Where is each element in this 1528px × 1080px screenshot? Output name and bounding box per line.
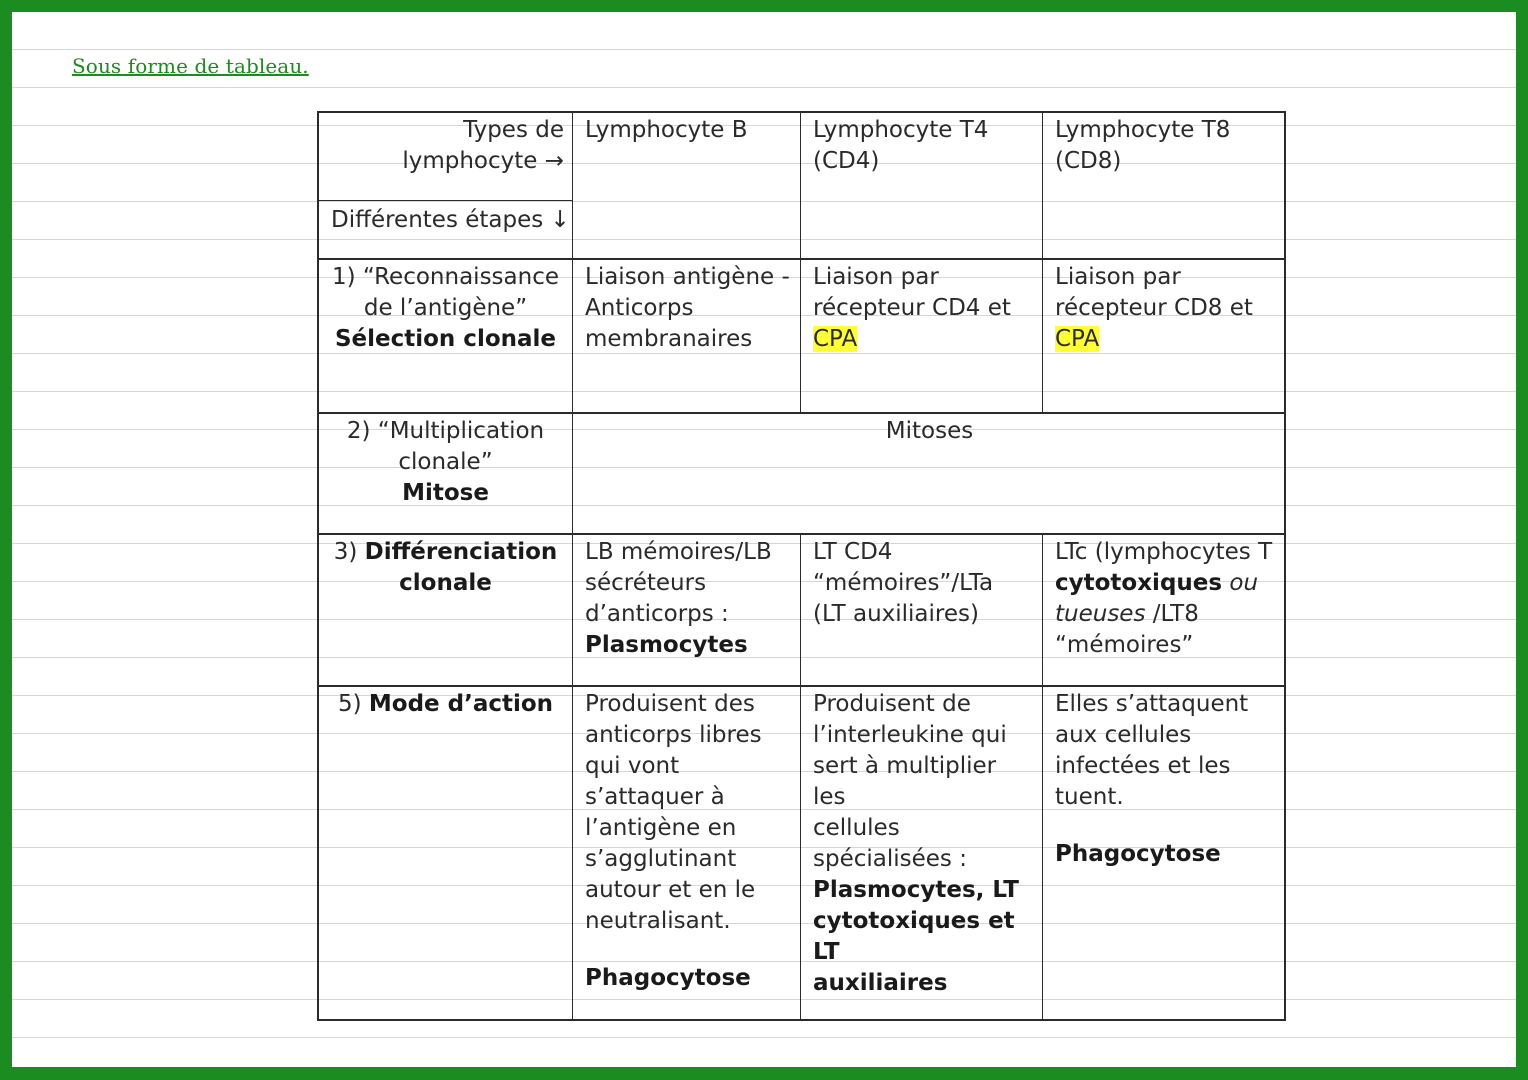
row-1-t4-line-2: récepteur CD4 et (813, 295, 1011, 321)
row-2-merged-cell (573, 414, 1284, 535)
row-3-t4-line-3: (LT auxiliaires) (813, 601, 979, 627)
header-lymphocyte-t4 (801, 113, 1043, 260)
row-3-t8-cell (1043, 535, 1284, 687)
row-5-lb-line: s’agglutinant (585, 846, 737, 872)
row-5-lb-line: qui vont (585, 753, 680, 779)
row-5-t4-line: Produisent de (813, 691, 971, 717)
row-5-t4-bold-line: cytotoxiques et LT (813, 908, 1015, 965)
row-5-t8-bold: Phagocytose (1055, 841, 1221, 867)
row-3-t8-italic: tueuses (1055, 601, 1146, 627)
row-3-t8-after: /LT8 (1145, 601, 1199, 627)
lymphocyte-table (317, 111, 1286, 1021)
row-3-label (319, 535, 573, 687)
row-1-t8-highlight: CPA (1055, 326, 1100, 352)
row-3-t8-bold: cytotoxiques (1055, 570, 1223, 596)
row-5-lb-line: neutralisant. (585, 908, 731, 934)
row-3-lb-line-2: sécréteurs (585, 570, 707, 596)
row-2-label-line-1: 2) “Multiplication (346, 418, 545, 444)
row-5-t4-line: spécialisées : (813, 846, 967, 872)
row-1-lb-line-1: Liaison antigène - (585, 264, 790, 290)
row-5-t8-cell (1043, 687, 1284, 1019)
row-5-t4-bold-line: auxiliaires (813, 970, 948, 996)
row-1-lb-line-3: membranaires (585, 326, 753, 352)
row-5-lb-line: l’antigène en (585, 815, 737, 841)
row-3-label-number: 3) (333, 539, 358, 565)
row-1-t8-line-2: récepteur CD8 et (1055, 295, 1253, 321)
row-5-lb-line: autour et en le (585, 877, 756, 903)
types-label-line-1: Types de (463, 117, 564, 143)
header-divider (319, 200, 572, 201)
row-5-lb-line: Produisent des (585, 691, 755, 717)
page-heading: Sous forme de tableau. (72, 54, 309, 78)
row-5-label-bold: Mode d’action (368, 691, 554, 717)
row-3-lb-cell (573, 535, 801, 687)
row-5-t8-line: aux cellules (1055, 722, 1192, 748)
row-2-label (319, 414, 573, 535)
row-1-label-line-1: 1) “Reconnaissance (331, 264, 559, 290)
header-t8-line-1: Lymphocyte T8 (1055, 117, 1231, 143)
row-5-t4-cell (801, 687, 1043, 1019)
header-t4-line-2: (CD4) (813, 148, 880, 174)
row-2-label-bold: Mitose (402, 480, 489, 506)
row-5-lb-cell (573, 687, 801, 1019)
row-2-merged-text: Mitoses (885, 418, 974, 444)
row-2-label-line-2: clonale” (398, 449, 493, 475)
header-t4-line-1: Lymphocyte T4 (813, 117, 989, 143)
row-3-t8-ou: ou (1222, 570, 1259, 596)
row-5-t4-line: sert à multiplier les (813, 753, 997, 810)
notebook-page (12, 12, 1516, 1067)
row-3-label-bold-2: clonale (399, 570, 492, 596)
row-5-t4-line: l’interleukine qui (813, 722, 1007, 748)
header-t8-line-2: (CD8) (1055, 148, 1122, 174)
header-lymphocyte-t8 (1043, 113, 1284, 260)
row-1-t8-line-1: Liaison par (1055, 264, 1181, 290)
row-3-t8-last: “mémoires” (1055, 632, 1194, 658)
row-5-lb-line: anticorps libres (585, 722, 762, 748)
row-1-label (319, 260, 573, 414)
row-5-t8-line: infectées et les (1055, 753, 1231, 779)
row-3-lb-line-1: LB mémoires/LB (585, 539, 772, 565)
row-1-t8-cell (1043, 260, 1284, 414)
row-1-t4-highlight: CPA (813, 326, 858, 352)
row-1-lb-cell (573, 260, 801, 414)
row-1-t4-cell (801, 260, 1043, 414)
row-1-t4-line-1: Liaison par (813, 264, 939, 290)
types-label-line-2: lymphocyte → (402, 148, 564, 174)
row-5-t4-line: cellules (813, 815, 900, 841)
header-lb-label: Lymphocyte B (585, 117, 748, 143)
steps-label: Différentes étapes ↓ (331, 207, 570, 233)
row-1-lb-line-2: Anticorps (585, 295, 694, 321)
header-lymphocyte-b (573, 113, 801, 260)
row-3-t8-line-1: LTc (lymphocytes T (1055, 539, 1273, 565)
row-5-lb-bold: Phagocytose (585, 965, 751, 991)
row-3-label-bold-1: Différenciation (364, 539, 558, 565)
row-5-t4-bold-line: Plasmocytes, LT (813, 877, 1019, 903)
row-3-t4-line-2: “mémoires”/LTa (813, 570, 994, 596)
row-5-t8-line: Elles s’attaquent (1055, 691, 1249, 717)
row-5-t8-line: tuent. (1055, 784, 1124, 810)
row-3-t4-cell (801, 535, 1043, 687)
row-5-label (319, 687, 573, 1019)
row-5-label-number: 5) (337, 691, 362, 717)
row-1-label-line-2: de l’antigène” (363, 295, 528, 321)
corner-header-cell (319, 113, 573, 260)
row-5-lb-line: s’attaquer à (585, 784, 725, 810)
row-3-lb-bold: Plasmocytes (585, 632, 748, 658)
row-3-lb-line-3: d’anticorps : (585, 601, 729, 627)
row-1-label-bold: Sélection clonale (334, 326, 557, 352)
row-3-t4-line-1: LT CD4 (813, 539, 893, 565)
